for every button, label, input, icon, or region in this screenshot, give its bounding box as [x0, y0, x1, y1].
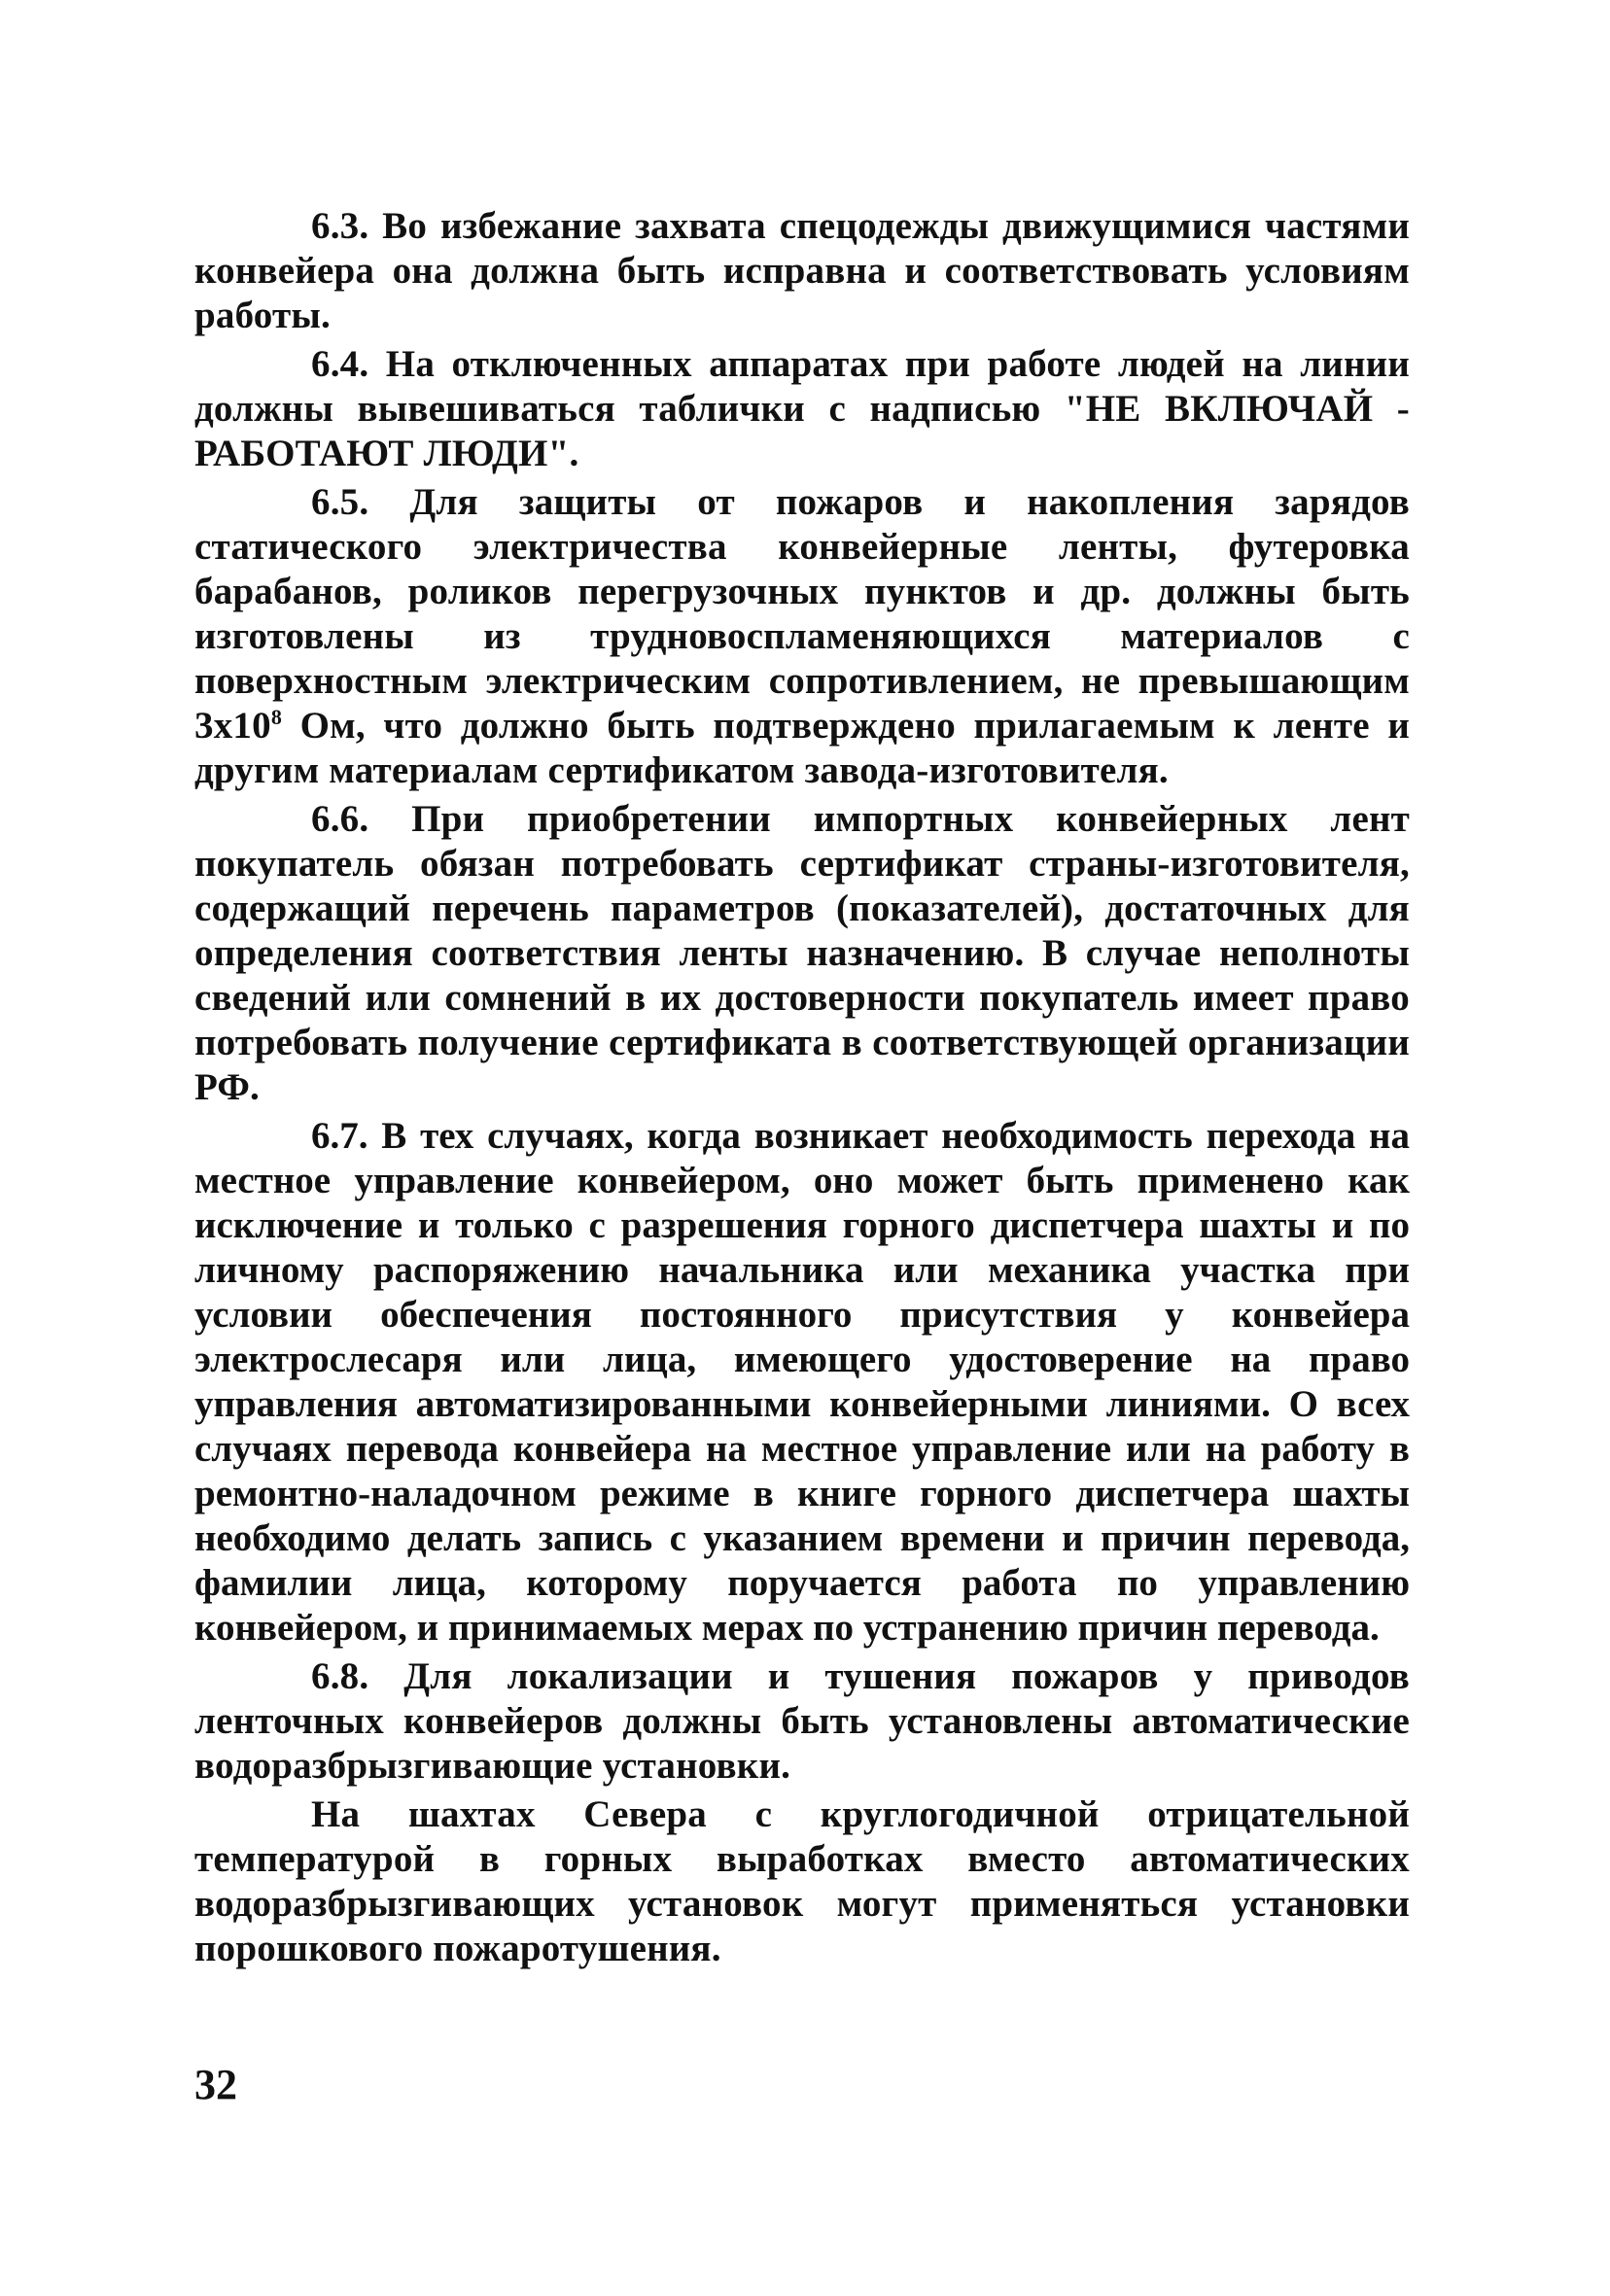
paragraph-6-4: 6.4. На отключенных аппаратах при работе людей на линии должны вывешиваться таблички с надписью "НЕ ВКЛЮЧАЙ - РАБОТАЮТ ЛЮДИ". [194, 343, 1410, 474]
paragraph-6-7: 6.7. В тех случаях, когда возникает необходимость перехода на местное управление конвейером, оно может быть применено как исключение и только с разрешения горного диспетчера шахты и по личному распоряжению начальника или механика участка при условии обеспечения постоянного присутствия у конвейера электрослесаря или лица, имеющего удостоверение на право управления автоматизированными конвейерными линиями. О всех случаях перевода конвейера на местное управление или на работу в ремонтно-наладочном режиме в книге горного диспетчера шахты необходимо делать запись с указанием времени и причин перевода, фамилии лица, которому поручается работа по управлению конвейером, и принимаемых мерах по устранению причин перевода. [194, 1115, 1410, 1649]
paragraph-north-mines: На шахтах Севера с круглогодичной отрицательной температурой в горных выработках вместо автоматических водоразбрызгивающих установок могут применяться установки порошкового пожаротушения. [194, 1793, 1410, 1969]
paragraph-6-5-text-end: Ом, что должно быть подтверждено прилагаемым к ленте и другим материалам сертификатом завода-изготовителя. [194, 705, 1410, 791]
body-text [194, 204, 1410, 1971]
page-number: 32 [194, 2061, 237, 2108]
paragraph-6-5-text-start: 6.5. Для защиты от пожаров и накопления зарядов статического электричества конвейерные ленты, футеровка барабанов, роликов перегрузочных пунктов и др. должны быть изготовлены из трудновоспламеняющихся материалов с поверхностным электрическим сопротивлением, не превышающим 3x10 [194, 481, 1410, 747]
paragraph-6-5 [194, 480, 1410, 793]
paragraph-6-3: 6.3. Во избежание захвата спецодежды движущимися частями конвейера она должна быть исправна и соответствовать условиям работы. [194, 205, 1410, 336]
paragraph-6-8: 6.8. Для локализации и тушения пожаров у приводов ленточных конвейеров должны быть установлены автоматические водоразбрызгивающие установки. [194, 1655, 1410, 1787]
paragraph-6-6: 6.6. При приобретении импортных конвейерных лент покупатель обязан потребовать сертификат страны-изготовителя, содержащий перечень параметров (показателей), достаточных для определения соответствия ленты назначению. В случае неполноты сведений или сомнений в их достоверности покупатель имеет право потребовать получение сертификата в соответствующей организации РФ. [194, 798, 1410, 1108]
exponent: 8 [270, 705, 283, 729]
